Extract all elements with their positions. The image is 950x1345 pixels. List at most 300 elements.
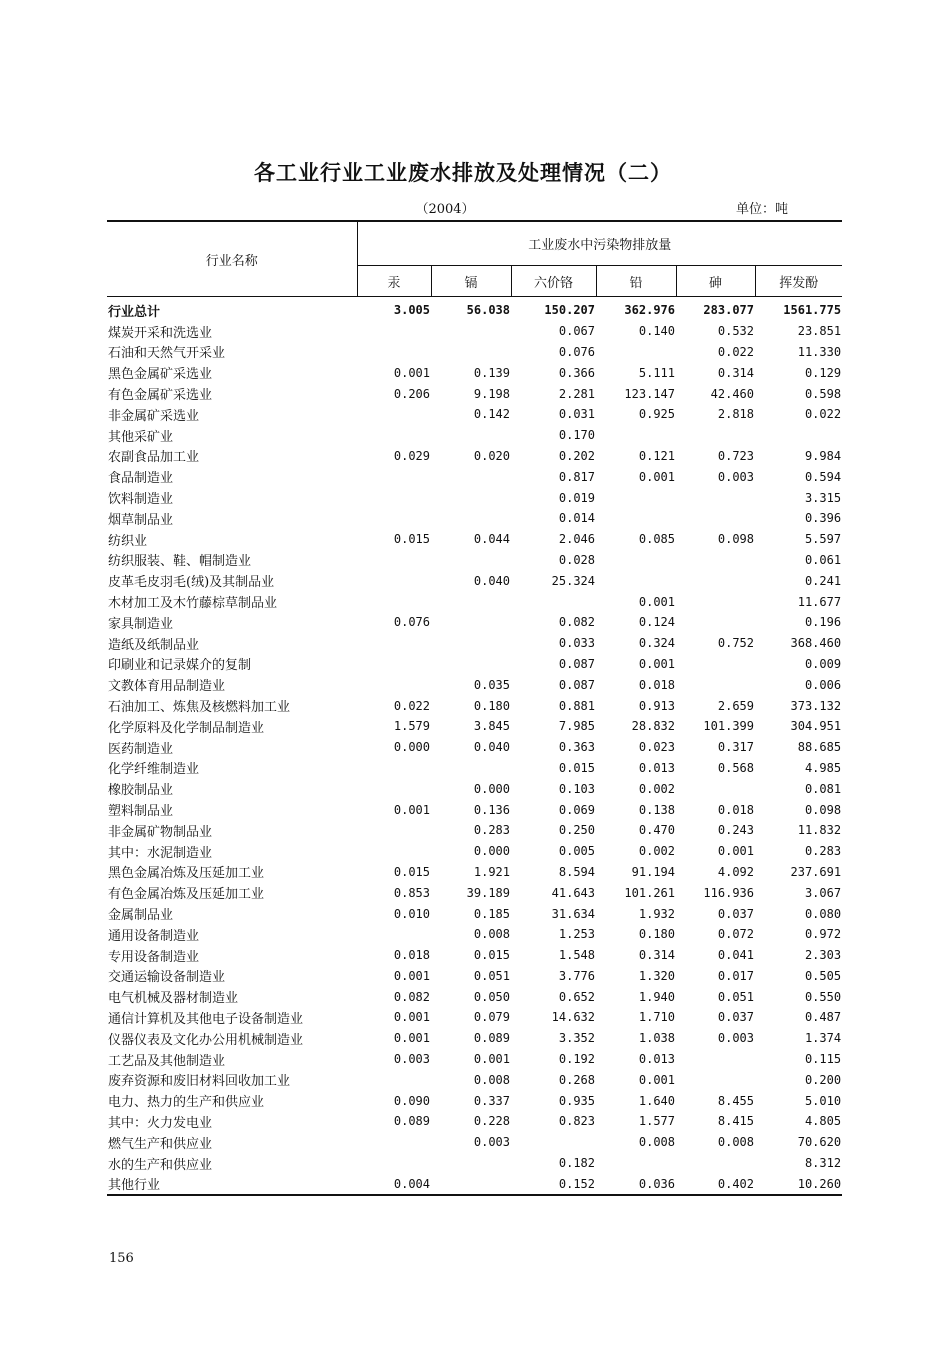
value-cell: 368.460 [790,636,842,651]
value-cell: 0.001 [638,594,675,609]
value-cell: 3.067 [804,885,842,900]
value-cell: 56.038 [466,303,510,318]
value-cell: 9.198 [473,386,510,401]
value-cell: 0.040 [473,740,510,755]
industry-name-cell: 纺织业 [108,533,148,549]
value-cell [431,612,511,633]
value-cell: 0.087 [558,677,595,692]
value-cell [357,591,431,612]
industry-name-cell: 交通运输设备制造业 [108,970,226,986]
value-cell: 0.206 [393,386,430,401]
value-cell [357,508,431,529]
value-cell: 0.076 [393,615,430,630]
value-cell: 0.283 [473,823,510,838]
industry-name-cell: 行业总计 [108,304,161,320]
value-cell: 0.103 [558,781,595,796]
industry-name-cell: 工艺品及其他制造业 [108,1053,226,1069]
value-cell [511,1132,596,1153]
value-cell: 1.374 [804,1031,842,1046]
industry-name-cell: 仪器仪表及文化办公用机械制造业 [108,1032,304,1048]
value-cell: 1561.775 [783,303,842,318]
value-cell [357,820,431,841]
table-row [107,737,842,758]
value-cell: 0.140 [638,324,675,339]
value-cell: 0.031 [558,407,595,422]
value-cell: 0.001 [393,1010,430,1025]
value-cell: 0.033 [558,636,595,651]
value-cell: 0.121 [638,448,675,463]
value-cell: 0.089 [393,1114,430,1129]
table-row [107,508,842,529]
value-cell [676,778,755,799]
value-cell: 39.189 [466,885,510,900]
page-number: 156 [109,1251,134,1266]
table-row [107,1111,842,1132]
table-row [107,924,842,945]
value-cell [357,924,431,945]
value-cell [676,1069,755,1090]
value-cell: 4.805 [804,1114,842,1129]
value-cell: 8.312 [804,1156,842,1171]
value-cell: 0.363 [558,740,595,755]
table-row [107,695,842,716]
table-row [107,1069,842,1090]
value-cell: 0.013 [638,1052,675,1067]
value-cell: 0.913 [638,698,675,713]
value-cell: 0.243 [717,823,754,838]
value-cell: 0.283 [804,844,842,859]
value-cell: 8.594 [558,864,595,879]
value-cell [357,321,431,342]
value-cell [431,591,511,612]
industry-name-cell: 黑色金属冶炼及压延加工业 [108,866,265,882]
table-row [107,674,842,695]
value-cell: 0.061 [804,552,842,567]
value-cell [676,1153,755,1174]
industry-name-cell: 其他采矿业 [108,429,174,445]
industry-name-cell: 石油和天然气开采业 [108,346,226,362]
value-cell: 3.352 [558,1031,595,1046]
value-cell: 1.548 [558,948,595,963]
value-cell: 0.001 [638,1072,675,1087]
value-cell: 0.568 [717,760,754,775]
value-cell: 0.050 [473,989,510,1004]
industry-name-cell: 家具制造业 [108,616,174,632]
value-cell: 0.015 [558,760,595,775]
value-cell: 0.036 [596,1173,676,1195]
table-row [107,882,842,903]
industry-name-cell: 非金属矿采选业 [108,408,200,424]
value-cell: 0.004 [357,1173,431,1195]
value-cell [431,550,511,571]
value-cell: 0.129 [804,365,842,380]
table-row [107,446,842,467]
value-cell: 0.098 [804,802,842,817]
industry-name-cell: 电气机械及器材制造业 [108,991,239,1007]
value-cell: 0.018 [717,802,754,817]
value-cell [357,404,431,425]
value-cell: 1.932 [638,906,675,921]
value-cell: 1.038 [638,1031,675,1046]
value-cell: 0.082 [393,989,430,1004]
value-cell: 0.080 [804,906,842,921]
value-cell: 0.935 [558,1093,595,1108]
table-row [107,466,842,487]
table-row [107,529,842,550]
value-cell: 0.314 [717,365,754,380]
value-cell: 2.281 [558,386,595,401]
value-cell: 0.001 [393,1031,430,1046]
table-row [107,654,842,675]
value-cell [357,778,431,799]
value-cell: 0.324 [638,636,675,651]
value-cell [596,1153,676,1174]
value-cell: 0.115 [804,1052,842,1067]
value-cell: 4.985 [804,760,842,775]
value-cell: 0.182 [558,1156,595,1171]
value-cell: 0.079 [473,1010,510,1025]
value-cell: 0.228 [473,1114,510,1129]
table-row [107,1090,842,1111]
value-cell: 0.041 [717,948,754,963]
value-cell: 0.015 [393,864,430,879]
value-cell: 0.853 [393,885,430,900]
value-cell [596,570,676,591]
value-cell: 0.001 [393,802,430,817]
value-cell: 0.402 [676,1173,755,1195]
value-cell: 0.000 [393,740,430,755]
value-cell: 0.001 [638,469,675,484]
value-cell [357,466,431,487]
value-cell: 150.207 [544,303,595,318]
value-cell [676,654,755,675]
value-cell [357,342,431,363]
industry-name-cell: 造纸及纸制品业 [108,637,200,653]
value-cell: 0.069 [558,802,595,817]
value-cell [431,1153,511,1174]
value-cell: 0.001 [393,968,430,983]
value-cell: 70.620 [797,1135,842,1150]
value-cell [676,1049,755,1070]
pollutant-group-header: 工业废水中污染物排放量 [357,221,842,266]
value-cell: 31.634 [551,906,595,921]
value-cell: 0.090 [393,1093,430,1108]
table-row [107,1132,842,1153]
value-cell: 0.022 [393,698,430,713]
value-cell: 1.577 [638,1114,675,1129]
value-cell [596,508,676,529]
value-cell: 0.180 [473,698,510,713]
value-cell: 0.008 [717,1135,754,1150]
value-cell: 23.851 [797,324,842,339]
value-cell [676,570,755,591]
value-cell: 0.001 [393,365,430,380]
value-cell: 0.003 [473,1135,510,1150]
table-row [107,903,842,924]
value-cell: 2.659 [717,698,754,713]
value-cell: 1.579 [393,719,430,734]
table-row [107,1028,842,1049]
table-row [107,550,842,571]
value-cell: 0.015 [393,532,430,547]
industry-name-header: 行业名称 [107,221,357,297]
value-cell [431,342,511,363]
value-cell [431,633,511,654]
value-cell: 0.142 [473,407,510,422]
value-cell: 116.936 [703,885,754,900]
value-cell [357,1132,431,1153]
value-cell: 9.984 [804,448,842,463]
value-cell: 0.002 [638,844,675,859]
table-row [107,841,842,862]
value-cell: 0.136 [473,802,510,817]
value-cell [357,487,431,508]
value-cell: 0.196 [804,615,842,630]
industry-name-cell: 有色金属矿采选业 [108,388,213,404]
value-cell: 0.250 [558,823,595,838]
value-cell: 373.132 [790,698,842,713]
industry-name-cell: 有色金属冶炼及压延加工业 [108,887,265,903]
value-cell: 0.018 [638,677,675,692]
value-cell [431,321,511,342]
value-cell [676,591,755,612]
value-cell: 0.014 [558,511,595,526]
value-cell: 123.147 [624,386,675,401]
industry-name-cell: 燃气生产和供应业 [108,1136,213,1152]
value-cell: 0.015 [473,948,510,963]
table-row [107,321,842,342]
value-cell: 5.010 [804,1093,842,1108]
value-cell: 0.067 [558,324,595,339]
industry-name-cell: 金属制品业 [108,908,174,923]
industry-name-cell: 食品制造业 [108,471,174,487]
table-row [107,612,842,633]
value-cell: 3.315 [804,490,842,505]
value-cell: 0.241 [804,573,842,588]
value-cell: 0.652 [558,989,595,1004]
wastewater-table [107,220,842,1196]
value-cell: 0.550 [804,989,842,1004]
value-cell [676,425,755,446]
pollutant-header-chromium: 六价铬 [511,266,596,297]
value-cell [431,487,511,508]
table-row [107,966,842,987]
industry-name-cell: 通用设备制造业 [108,928,200,944]
table-row [107,487,842,508]
industry-name-cell: 电力、热力的生产和供应业 [108,1095,265,1111]
value-cell: 2.818 [717,407,754,422]
value-cell: 0.314 [638,948,675,963]
value-cell: 1.253 [558,927,595,942]
value-cell [596,342,676,363]
value-cell: 101.261 [624,885,675,900]
value-cell [357,425,431,446]
value-cell: 11.832 [797,823,842,838]
value-cell: 0.018 [393,948,430,963]
industry-name-cell: 纺织服装、鞋、帽制造业 [108,554,252,570]
value-cell: 8.455 [717,1093,754,1108]
value-cell: 3.845 [473,719,510,734]
value-cell: 0.268 [558,1072,595,1087]
value-cell [357,633,431,654]
value-cell: 0.192 [558,1052,595,1067]
table-row [107,297,842,321]
table-row [107,383,842,404]
value-cell: 0.817 [558,469,595,484]
value-cell [357,570,431,591]
value-cell: 0.532 [717,324,754,339]
value-cell: 42.460 [710,386,754,401]
value-cell: 0.152 [511,1173,596,1195]
value-cell: 0.044 [473,532,510,547]
industry-name-cell: 水的生产和供应业 [108,1157,213,1173]
value-cell: 0.002 [638,781,675,796]
value-cell: 0.000 [473,844,510,859]
value-cell: 0.823 [558,1114,595,1129]
value-cell: 0.020 [473,448,510,463]
value-cell [357,674,431,695]
table-row [107,404,842,425]
value-cell: 0.003 [393,1052,430,1067]
industry-name-cell: 烟草制品业 [108,512,174,528]
value-cell: 0.081 [804,781,842,796]
industry-name-cell: 黑色金属矿采选业 [108,367,213,383]
value-cell: 7.985 [558,719,595,734]
value-cell: 0.470 [638,823,675,838]
value-cell [357,1153,431,1174]
value-cell: 1.921 [473,864,510,879]
value-cell: 0.051 [473,968,510,983]
value-cell: 0.035 [473,677,510,692]
value-cell: 0.594 [804,469,842,484]
value-cell: 0.723 [717,448,754,463]
value-cell [596,550,676,571]
value-cell: 0.013 [638,760,675,775]
value-cell: 0.008 [638,1135,675,1150]
pollutant-header-cadmium: 镉 [431,266,511,297]
value-cell: 0.170 [558,428,595,443]
value-cell: 0.085 [638,532,675,547]
value-cell: 0.366 [558,365,595,380]
table-row [107,1007,842,1028]
value-cell [431,654,511,675]
table-row [107,799,842,820]
value-cell: 0.396 [804,511,842,526]
value-cell: 91.194 [631,864,675,879]
table-row [107,716,842,737]
value-cell: 0.072 [717,927,754,942]
table-row [107,591,842,612]
table-row [107,986,842,1007]
value-cell: 0.001 [638,656,675,671]
year-label: （2004） [415,202,475,217]
industry-name-cell: 皮革毛皮羽毛(绒)及其制品业 [108,575,275,591]
value-cell: 0.505 [804,968,842,983]
value-cell [676,674,755,695]
industry-name-cell: 其中：火力发电业 [108,1115,213,1131]
value-cell [357,758,431,779]
table-row [107,633,842,654]
table-row [107,1153,842,1174]
industry-name-cell: 石油加工、炼焦及核燃料加工业 [108,700,291,716]
value-cell: 5.597 [804,532,842,547]
value-cell: 0.017 [717,968,754,983]
value-cell: 0.022 [717,344,754,359]
industry-name-cell: 废弃资源和废旧材料回收加工业 [108,1074,291,1090]
value-cell: 0.098 [717,532,754,547]
value-cell [676,612,755,633]
value-cell: 0.180 [638,927,675,942]
industry-name-cell: 专用设备制造业 [108,949,200,965]
value-cell: 1.640 [638,1093,675,1108]
table-row [107,758,842,779]
value-cell: 5.111 [638,365,675,380]
table-row [107,570,842,591]
table-body [107,297,842,1196]
value-cell: 0.087 [558,656,595,671]
value-cell: 0.003 [717,1031,754,1046]
value-cell [357,841,431,862]
value-cell [431,466,511,487]
value-cell: 0.139 [473,365,510,380]
value-cell: 2.303 [804,948,842,963]
value-cell: 0.185 [473,906,510,921]
value-cell: 0.010 [393,906,430,921]
value-cell: 41.643 [551,885,595,900]
industry-name-cell: 塑料制品业 [108,804,174,820]
value-cell: 0.023 [638,740,675,755]
industry-name-cell: 化学纤维制造业 [108,762,200,778]
value-cell: 237.691 [790,864,842,879]
value-cell: 28.832 [631,719,675,734]
value-cell: 4.092 [717,864,754,879]
value-cell: 0.337 [473,1093,510,1108]
value-cell: 11.330 [797,344,842,359]
page-title: 各工业行业工业废水排放及处理情况（二） [254,161,672,185]
unit-label: 单位：吨 [736,202,789,217]
value-cell: 0.202 [558,448,595,463]
value-cell: 3.005 [393,303,430,318]
value-cell [357,1069,431,1090]
pollutant-header-arsenic: 砷 [676,266,755,297]
table-row [107,820,842,841]
value-cell: 0.089 [473,1031,510,1046]
value-cell: 14.632 [551,1010,595,1025]
value-cell: 0.006 [804,677,842,692]
value-cell: 8.415 [717,1114,754,1129]
value-cell [431,758,511,779]
table-header [107,221,842,297]
value-cell [755,425,842,446]
value-cell: 0.028 [558,552,595,567]
value-cell: 0.037 [717,906,754,921]
value-cell: 0.008 [473,927,510,942]
industry-name-cell: 木材加工及木竹藤棕草制品业 [108,596,278,612]
value-cell: 0.051 [717,989,754,1004]
industry-name-cell: 橡胶制品业 [108,783,174,799]
value-cell [676,550,755,571]
industry-name-cell: 印刷业和记录媒介的复制 [108,658,252,674]
value-cell: 0.881 [558,698,595,713]
value-cell: 283.077 [703,303,754,318]
value-cell: 0.598 [804,386,842,401]
value-cell: 0.040 [473,573,510,588]
value-cell [676,487,755,508]
value-cell: 0.029 [393,448,430,463]
value-cell: 1.940 [638,989,675,1004]
industry-name-cell: 其他行业 [107,1173,357,1195]
value-cell: 25.324 [551,573,595,588]
